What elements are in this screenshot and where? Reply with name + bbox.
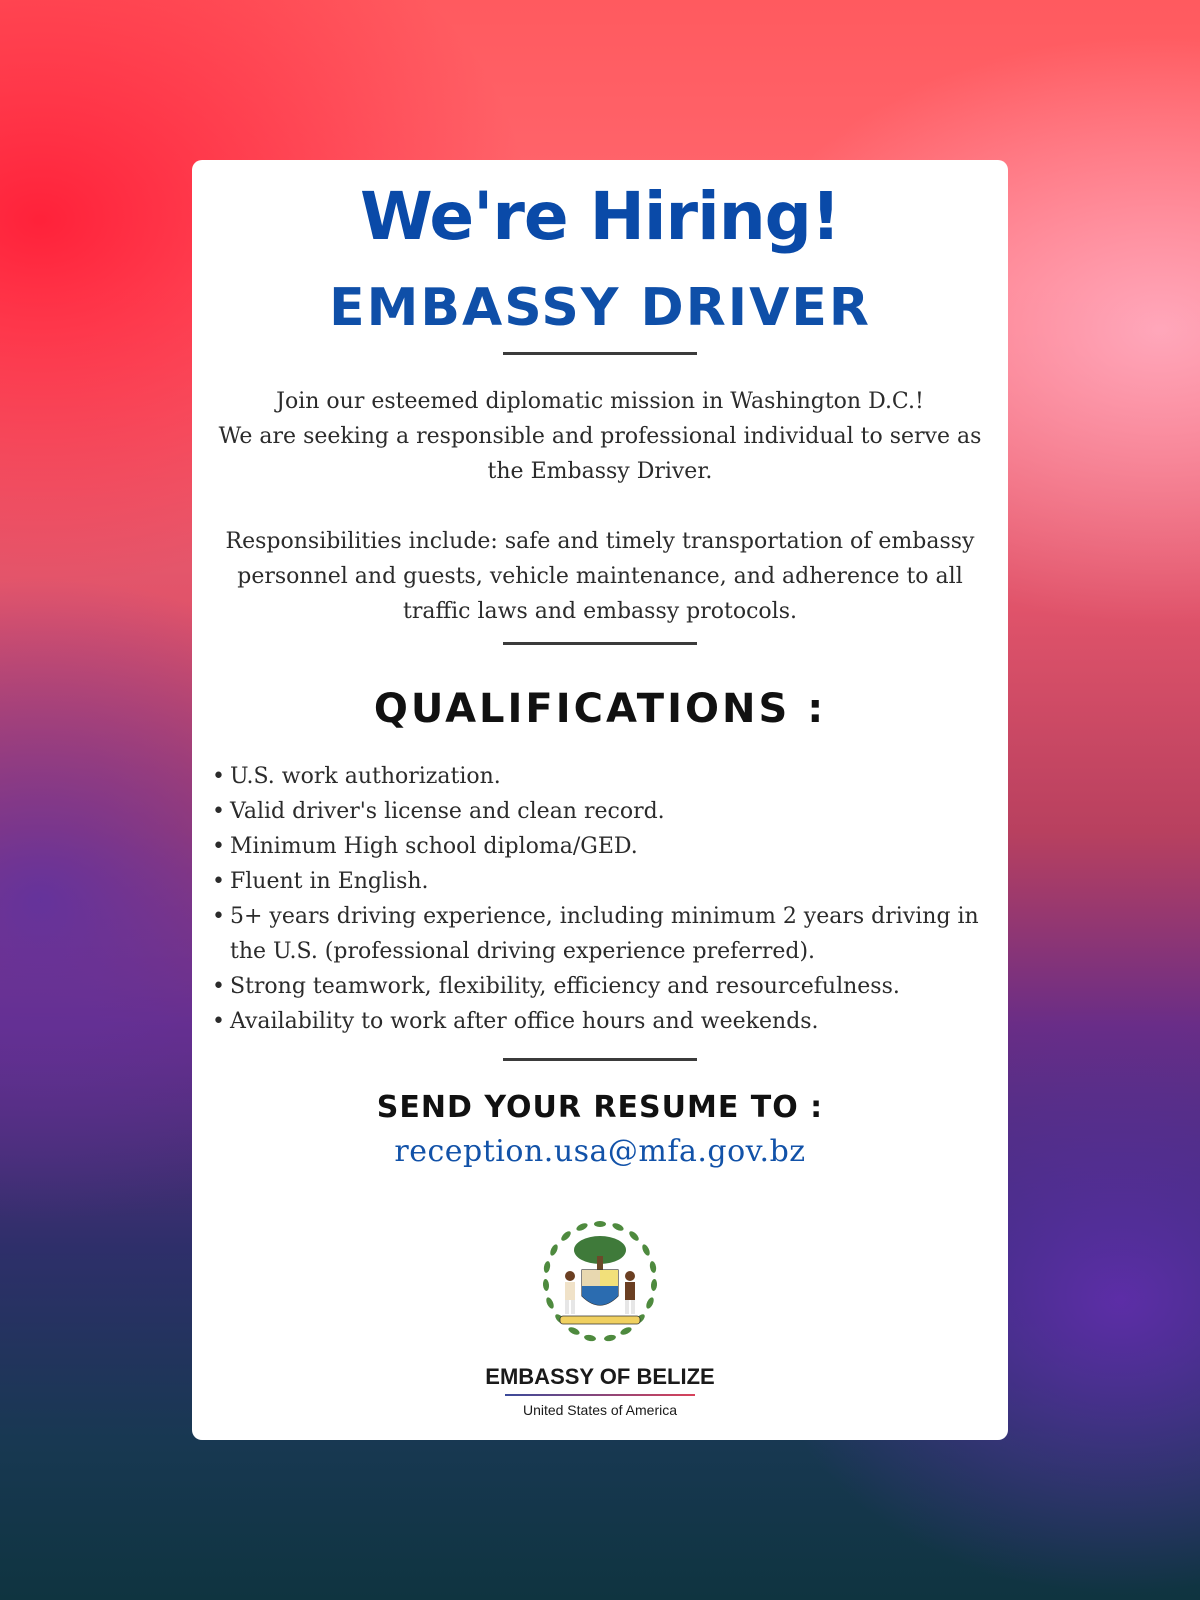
qualifications-list	[212, 759, 990, 1039]
bullet-icon: •	[212, 869, 225, 894]
divider-middle	[503, 642, 697, 645]
divider-top	[503, 352, 697, 355]
send-resume-title: SEND YOUR RESUME TO :	[376, 1090, 824, 1125]
divider-bottom	[503, 1058, 697, 1061]
organization-rule	[505, 1394, 695, 1396]
list-item	[212, 1004, 990, 1039]
list-item	[212, 829, 990, 864]
qualification-text: Fluent in English.	[230, 869, 429, 894]
bullet-icon: •	[212, 1009, 225, 1034]
list-item	[212, 899, 990, 969]
bullet-icon: •	[212, 764, 225, 789]
list-item	[212, 759, 990, 794]
bullet-icon: •	[212, 834, 225, 859]
intro-text	[202, 384, 998, 489]
qualification-text: Minimum High school diploma/GED.	[230, 834, 638, 859]
qualifications-title: QUALIFICATIONS :	[373, 686, 827, 732]
qualification-text: 5+ years driving experience, including minimum 2 years driving in the U.S. (professional driving experience preferred).	[230, 904, 979, 964]
email-link[interactable]: reception.usa@mfa.gov.bz	[394, 1134, 806, 1169]
bullet-icon: •	[212, 974, 225, 999]
qualification-text: Strong teamwork, flexibility, efficiency and resourcefulness.	[230, 974, 900, 999]
bullet-icon: •	[212, 799, 225, 824]
qualification-text: U.S. work authorization.	[230, 764, 501, 789]
organization-subtitle: United States of America	[522, 1402, 678, 1418]
intro-line-1: Join our esteemed diplomatic mission in Washington D.C.!	[276, 389, 924, 414]
belize-coat-of-arms-icon	[530, 1212, 670, 1352]
qualification-text: Valid driver's license and clean record.	[230, 799, 665, 824]
position-title: EMBASSY DRIVER	[329, 278, 871, 338]
list-item	[212, 969, 990, 1004]
responsibilities-text: Responsibilities include: safe and timely transportation of embassy personnel and guests, vehicle maintenance, and adherence to all traffic laws and embassy protocols.	[225, 529, 975, 624]
organization-name: EMBASSY OF BELIZE	[485, 1364, 715, 1389]
bullet-icon: •	[212, 904, 225, 929]
headline: We're Hiring!	[359, 178, 841, 255]
intro-line-2: We are seeking a responsible and professional individual to serve as the Embassy Driver.	[218, 424, 982, 484]
list-item	[212, 864, 990, 899]
qualification-text: Availability to work after office hours and weekends.	[230, 1009, 819, 1034]
list-item	[212, 794, 990, 829]
